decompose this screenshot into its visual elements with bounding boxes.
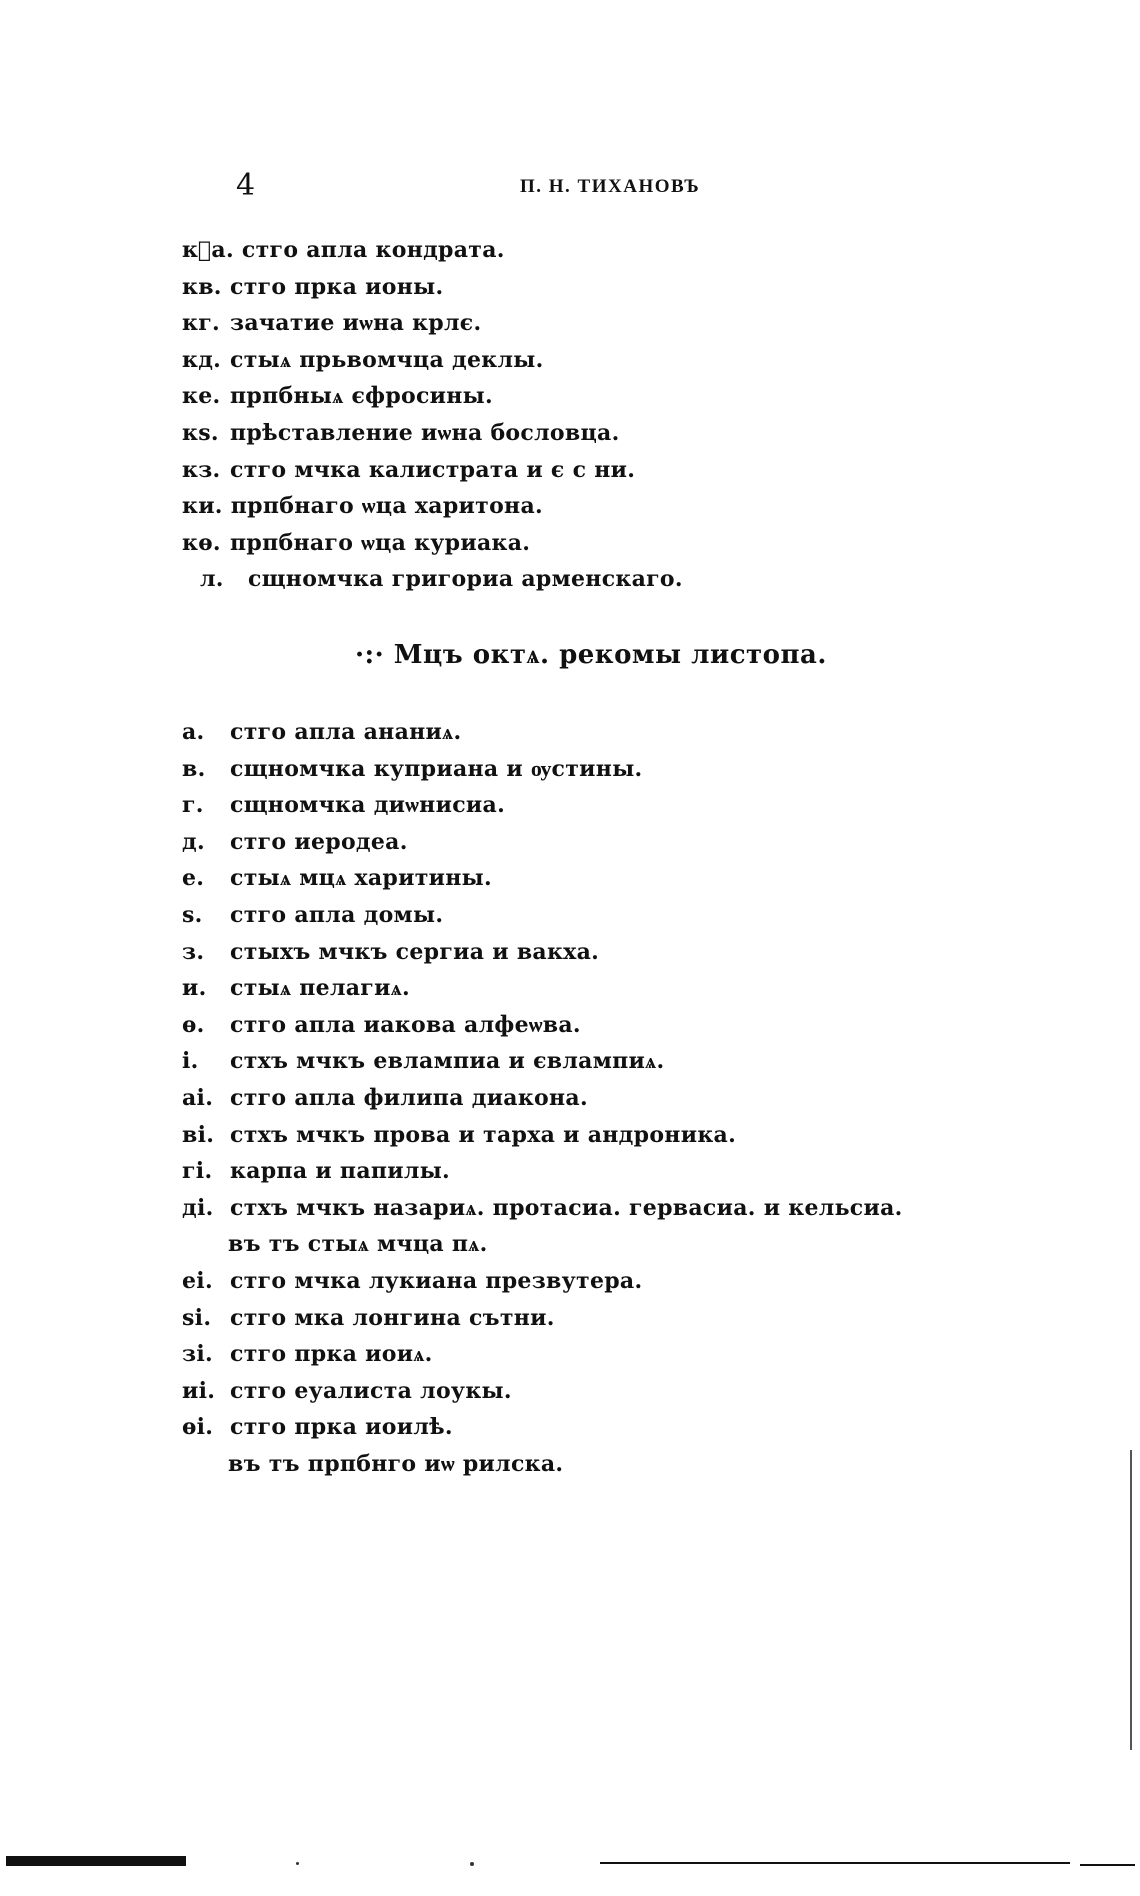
entry-text: стго мчка калистрата и є с ни. [230,456,636,483]
entry-text: въ тъ стыѧ мчца пѧ. [228,1231,488,1258]
list-item [182,751,942,788]
entry-number: зі. [182,1341,213,1368]
list-item [182,1263,942,1300]
scan-edge-mark [1130,1450,1132,1750]
entry-number: г. [182,792,204,819]
scan-speck [296,1862,299,1865]
list-item [182,1336,942,1373]
entry-number: ке. [182,383,221,410]
list-item [182,714,942,751]
entry-text: стыѧ мцѧ харитины. [230,865,492,892]
entry-text: стго мчка лукиана презвутера. [230,1267,643,1294]
entry-number: кд. [182,346,222,373]
scan-bar-left [6,1856,186,1866]
list-item [182,1043,942,1080]
list-item [182,934,942,971]
list-item [182,1007,942,1044]
entry-text: стго мка лонгина сътни. [230,1304,555,1331]
list-item [182,1373,942,1410]
entry-text: стхъ мчкъ назариѧ. протасиа. гервасиа. и кельсиа. [230,1194,903,1221]
entry-number: е. [182,865,205,892]
list-item [182,452,942,489]
list-item [182,1190,942,1227]
entry-number: аі. [182,1084,214,1111]
entry-number: л. [200,566,224,593]
entry-text: стго прка ионы. [230,273,444,300]
list-item [182,1409,942,1446]
entry-number: гі. [182,1158,213,1185]
list-item [182,342,942,379]
entry-text: стыѧ прьвомчца деклы. [230,346,544,373]
entry-number: ві. [182,1121,215,1148]
entry-text: стго апла филипа диакона. [230,1084,588,1111]
list-item [182,378,942,415]
entry-number: ѕ. [182,901,203,928]
entry-text: сщномчка диѡнисиа. [230,792,506,819]
entry-number: д. [182,828,205,855]
entry-number: кв. [182,273,222,300]
entry-text: зачатие иѡна крлє. [230,310,482,337]
entry-text: стыѧ пелагиѧ. [230,975,410,1002]
entry-text: прпбныѧ єфросины. [230,383,493,410]
page-header [0,168,1140,208]
entry-text: стхъ мчкъ евлампиа и євлампиѧ. [230,1048,665,1075]
month-heading: ·:· Мцъ октѧ. рекомы листопа. [355,640,827,670]
entry-list-october [182,714,942,1482]
entry-number: ѳ. [182,1011,205,1038]
scan-line-right [600,1862,1070,1864]
entry-number: кⷶа. [182,237,234,263]
list-item [182,488,942,525]
entry-text: сщномчка григориа арменскаго. [248,566,683,593]
list-item [182,970,942,1007]
entry-number: кѳ. [182,529,221,556]
list-item [182,415,942,452]
list-item [182,561,942,598]
scan-line-right-edge [1080,1864,1135,1866]
entry-text: стго апла иакова алфеѡва. [230,1011,581,1038]
entry-text: сщномчка куприана и ѹстины. [230,755,643,782]
entry-text: карпа и папилы. [230,1158,451,1185]
entry-text: стго апла ананиѧ. [230,719,462,745]
list-item [182,1226,942,1263]
list-item [182,269,942,306]
scan-speck [470,1862,474,1866]
entry-text: стго апла кондрата. [241,237,505,263]
entry-text: въ тъ прпбнго иѡ рилска. [228,1450,564,1477]
entry-number: ді. [182,1194,214,1221]
entry-text: стго иеродеа. [230,828,408,855]
entry-number: и. [182,975,207,1002]
entry-text: прпбнаго ѡца куриака. [230,529,531,556]
entry-number: з. [182,938,205,965]
entry-number: а. [182,719,205,745]
list-item [182,525,942,562]
entry-text: стго прка иоиѧ. [230,1341,433,1368]
list-item [182,787,942,824]
list-item [182,1153,942,1190]
entry-number: кз. [182,456,221,483]
entry-text: стхъ мчкъ прова и тарха и андроника. [230,1121,737,1148]
entry-text: стыхъ мчкъ сергиа и вакха. [230,938,600,965]
list-item [182,1117,942,1154]
entry-number: ѕі. [182,1304,212,1331]
list-item [182,897,942,934]
entry-text: прпбнаго ѡца харитона. [230,493,543,520]
list-item [182,1080,942,1117]
list-item [182,1446,942,1483]
entry-number: еі. [182,1267,213,1294]
list-item [182,1300,942,1337]
entry-number: в. [182,755,206,782]
entry-number: ѳі. [182,1414,214,1441]
entry-number: иі. [182,1377,216,1404]
list-item [182,824,942,861]
entry-number: кѕ. [182,419,219,446]
entry-number: кг. [182,310,220,337]
entry-list-september [182,232,942,598]
entry-text: стго прка иоилѣ. [230,1414,453,1441]
running-head: П. Н. ТИХАНОВЪ [520,176,701,197]
entry-text: стго еуалиста лоукы. [230,1377,512,1404]
entry-text: стго апла домы. [230,901,444,928]
page-number: 4 [236,168,256,203]
list-item [182,305,942,342]
entry-number: ки. [182,493,223,520]
list-item [182,232,942,269]
entry-number: і. [182,1048,199,1075]
list-item [182,860,942,897]
entry-text: прѣставление иѡна бословца. [230,419,620,446]
